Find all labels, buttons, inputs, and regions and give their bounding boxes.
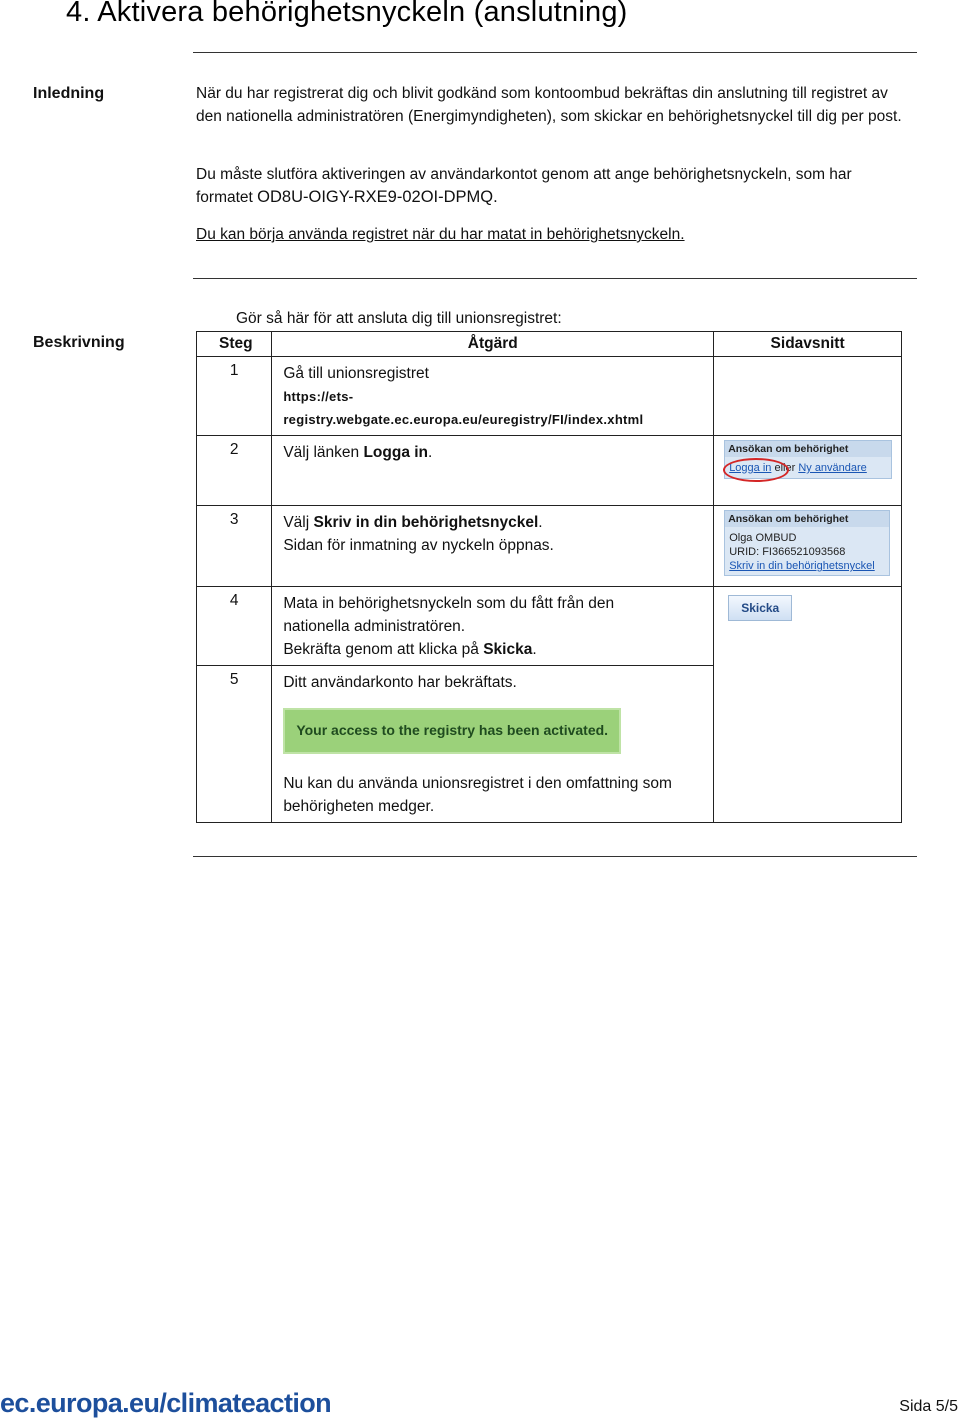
thumb-links (725, 457, 891, 478)
highlight-circle (723, 458, 789, 482)
step-action (272, 436, 714, 506)
header-step: Steg (197, 332, 272, 357)
step-number: 5 (197, 666, 272, 823)
intro-label: Inledning (33, 85, 105, 102)
step-text-3: Bekräfta genom att klicka på (283, 641, 479, 658)
intro-p3-text: Du kan börja använda registret när du har matat in behörighetsnyckeln. (196, 226, 685, 243)
step-text: Gå till unionsregistret (283, 365, 429, 382)
intro-p2-text: Du måste slutföra aktiveringen av användarkontot genom att ange behörighetsnyckeln, som har formatet (196, 166, 852, 206)
step-text-2: Sidan för inmatning av nyckeln öppnas. (283, 537, 554, 554)
key-thumbnail (724, 510, 890, 576)
step-text: Välj länken (283, 444, 360, 461)
step-text-2: nationella administratören. (283, 618, 466, 635)
table-row (197, 436, 902, 506)
registry-url-link[interactable]: https://ets-registry.webgate.ec.europa.eu/euregistry/FI/index.xhtml (283, 389, 644, 427)
table-header-row (197, 332, 902, 357)
submit-button[interactable]: Skicka (728, 595, 792, 621)
table-row (197, 587, 902, 666)
thumb-title: Ansökan om behörighet (725, 511, 889, 527)
table-row (197, 357, 902, 436)
page-heading: 4. Aktivera behörighetsnyckeln (anslutning) (66, 0, 628, 28)
step-bold: Logga in (363, 444, 429, 461)
description-label: Beskrivning (33, 334, 125, 351)
step-bold: Skicka (483, 641, 533, 658)
step-section (714, 587, 902, 823)
step-action (272, 357, 714, 436)
step-bold: Skriv in din behörighetsnyckel (313, 514, 539, 531)
enter-key-link[interactable]: Skriv in din behörighetsnyckel (729, 560, 875, 572)
header-section: Sidavsnitt (714, 332, 902, 357)
divider (193, 856, 917, 857)
new-user-link[interactable]: Ny användare (798, 462, 867, 474)
step-line (283, 511, 703, 534)
step-number: 4 (197, 587, 272, 666)
step-number: 2 (197, 436, 272, 506)
header-action: Åtgärd (272, 332, 714, 357)
login-link-wrap (729, 462, 771, 474)
table-caption: Gör så här för att ansluta dig till unionsregistret: (236, 310, 562, 327)
intro-paragraph-3 (196, 223, 911, 246)
step-action (272, 506, 714, 587)
intro-paragraph-1: När du har registrerat dig och blivit godkänd som kontoombud bekräftas din anslutning till registret av den nationella administratören (Energimyndigheten), som skickar en behörighetsnyckel till dig per post. (196, 85, 902, 125)
step-text-end: . (538, 514, 543, 531)
page-number: Sida 5/5 (899, 1398, 958, 1415)
intro-paragraph-2 (196, 163, 911, 209)
climateaction-logo: ec.europa.eu/climateaction (0, 1388, 332, 1418)
step-text: Välj (283, 514, 310, 531)
step-action (272, 587, 714, 666)
thumb-urid: URID: FI366521093568 (729, 546, 846, 558)
step-section (714, 506, 902, 587)
thumb-name: Olga OMBUD (729, 532, 797, 544)
login-link[interactable]: Logga in (729, 462, 772, 474)
activation-banner: Your access to the registry has been activated. (283, 708, 621, 754)
steps-table (196, 331, 902, 823)
step-text: Ditt användarkonto har bekräftats. (283, 674, 517, 691)
step-action (272, 666, 714, 823)
step-number: 3 (197, 506, 272, 587)
login-thumbnail (724, 440, 892, 479)
divider (193, 278, 917, 279)
step-number: 1 (197, 357, 272, 436)
key-format: OD8U-OIGY-RXE9-02OI-DPMQ. (257, 188, 498, 206)
step-section (714, 357, 902, 436)
step-text: Mata in behörighetsnyckeln som du fått från den (283, 595, 615, 612)
step-text-end: . (532, 641, 537, 658)
divider (193, 52, 917, 53)
step-text-end: . (428, 444, 433, 461)
step-line-3 (283, 638, 703, 661)
step-final-text: Nu kan du använda unionsregistret i den omfattning som behörigheten medger. (283, 775, 672, 815)
or-text: eller (771, 462, 799, 474)
thumb-title: Ansökan om behörighet (725, 441, 891, 457)
table-row (197, 506, 902, 587)
step-section (714, 436, 902, 506)
